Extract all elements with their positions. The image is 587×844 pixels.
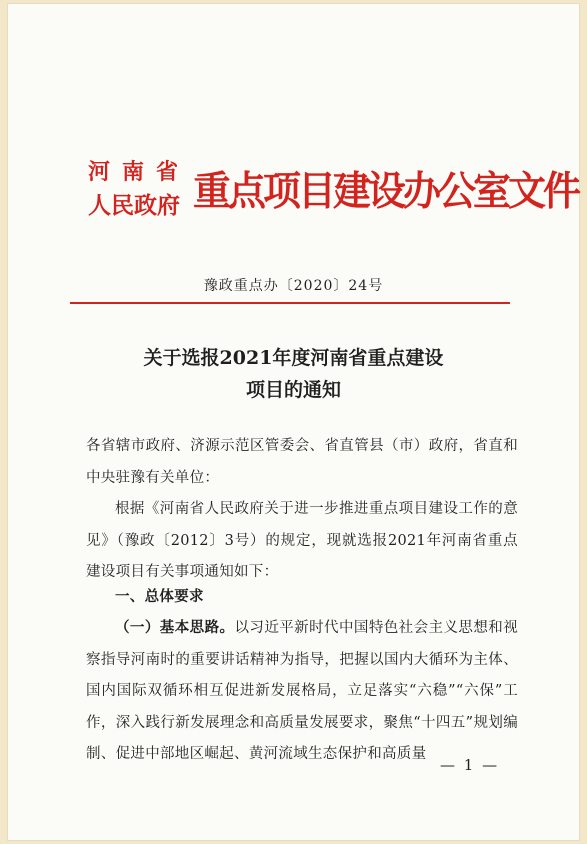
addressee: 各省辖市政府、济源示范区管委会、省直管县（市）政府，省直和中央驻豫有关单位： [86,438,518,486]
document-title-line-2: 项目的通知 [245,379,341,401]
paragraph-2-text: 以习近平新时代中国特色社会主义思想和视察指导河南时的重要讲话精神为指导，把握以国内大循环为主体、国内国际双循环相互促进新发展格局，立足落实“六稳”“六保”工作，深入践行新发展理念和高质量发展要求，聚焦“十四五”规划编制、促进中部地区崛起、黄河流域生态保护和高质量 [86,620,518,762]
red-separator-line [70,302,510,304]
page-number: — 1 — [440,756,500,774]
document-number: 豫政重点办〔2020〕24号 [203,278,384,294]
section-1-heading: 一、总体要求 [115,588,204,605]
office-title: 重点项目建设办公室文件 [193,167,579,215]
document-title-line-1: 关于选报2021年度河南省重点建设 [143,347,444,369]
paragraph-2 [86,612,518,771]
paragraph-1: 根据《河南省人民政府关于进一步推进重点项目建设工作的意见》（豫政〔2012〕3号）的规定，现就选报2021年河南省重点建设项目有关事项通知如下： [86,501,518,580]
issuer-line-1: 河南省 [88,160,191,185]
paragraph-2-lead: （一）基本思路。 [115,619,235,636]
issuer-line-2: 人民政府 [88,193,180,219]
